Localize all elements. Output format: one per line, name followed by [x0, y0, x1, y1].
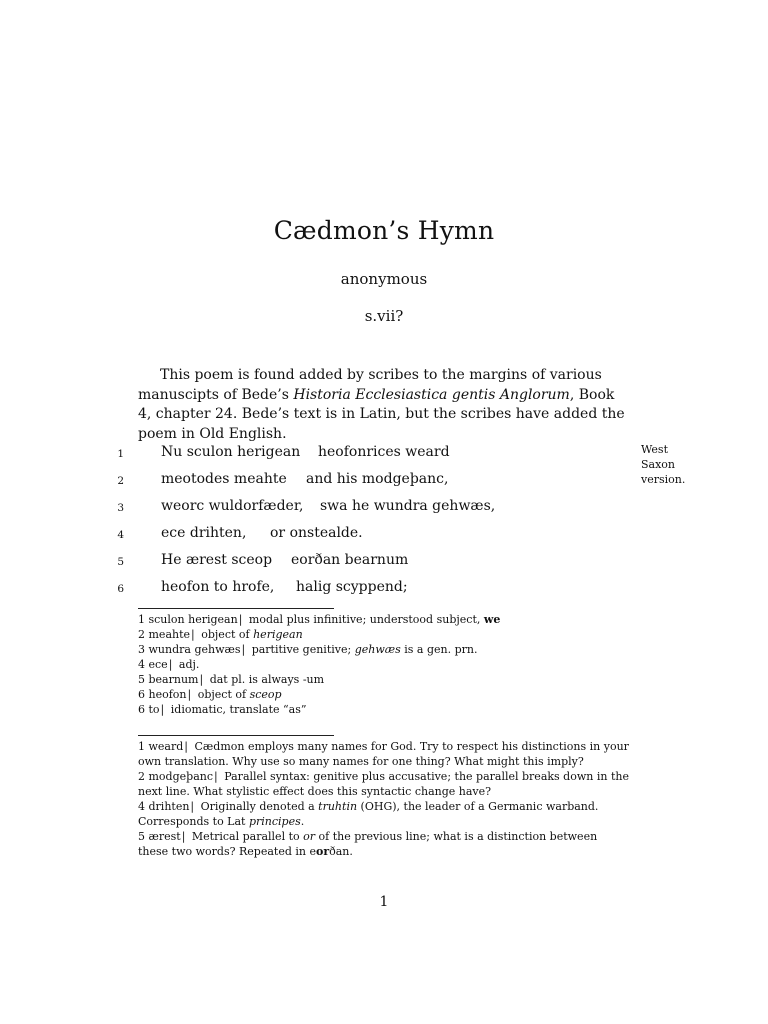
- note-text: Parallel syntax: genitive plus accusative; the parallel breaks down in the next line. What stylistic effect does this syntactic change have?: [138, 770, 629, 798]
- author: anonymous: [340, 270, 428, 288]
- commentary-note: 5 ærest| Metrical parallel to or of the previous line; what is a distinction between these two words? Repeated in eorðan.: [138, 830, 598, 858]
- line-number: 2: [117, 475, 124, 487]
- intro-paragraph: [138, 366, 630, 444]
- a-verse: ece drihten,: [161, 525, 247, 541]
- note-italic-text: principes: [248, 815, 301, 828]
- note-line-number: 5: [138, 830, 145, 843]
- note-lemma: meahte: [148, 628, 191, 641]
- line-number: 6: [117, 583, 124, 595]
- note-italic-text: herigean: [253, 628, 303, 641]
- a-verse: meotodes meahte: [161, 471, 287, 487]
- b-verse: and his modgeþanc,: [306, 471, 449, 487]
- gloss-note: 4 ece| adj.: [138, 658, 200, 671]
- line-number: 4: [117, 529, 124, 541]
- note-bold-text: or: [315, 845, 330, 858]
- gloss-note: 6 to| idiomatic, translate “as”: [138, 703, 307, 716]
- poem-line: [0, 552, 768, 572]
- note-text: idiomatic, translate “as”: [170, 703, 307, 716]
- note-italic-text: truhtin: [318, 800, 358, 813]
- line-number: 5: [117, 556, 124, 568]
- date: s.vii?: [364, 307, 404, 325]
- note-lemma: ece: [148, 658, 168, 671]
- page-number: 1: [379, 894, 389, 910]
- note-text: partitive genitive;: [251, 643, 355, 656]
- margin-note: West Saxon version.: [641, 443, 686, 486]
- note-bold-text: we: [483, 613, 501, 626]
- note-line-number: 4: [138, 800, 145, 813]
- note-italic-text: gehwæs: [354, 643, 401, 656]
- note-line-number: 1: [138, 740, 145, 753]
- a-verse: heofon to hrofe,: [161, 579, 275, 595]
- note-text: object of: [197, 688, 250, 701]
- note-lemma: wundra gehwæs: [148, 643, 241, 656]
- note-italic-text: or: [303, 830, 316, 843]
- note-text: Cædmon employs many names for God. Try to respect his distinctions in your own translation. Why use so many names for one thing? What might this imply?: [138, 740, 629, 768]
- intro-text-2: , Book 4, chapter 24. Bede’s text is in Latin, but the scribes have added the poem in Old English.: [138, 386, 625, 442]
- note-lemma: sculon herigean: [148, 613, 238, 626]
- note-italic-text: sceop: [249, 688, 282, 701]
- note-text: .: [300, 815, 305, 828]
- note-line-number: 2: [138, 628, 145, 641]
- note-text: Metrical parallel to: [191, 830, 304, 843]
- notes-rule: [138, 735, 334, 736]
- note-line-number: 3: [138, 643, 145, 656]
- b-verse: swa he wundra gehwæs,: [320, 498, 496, 514]
- b-verse: heofonrices weard: [318, 444, 450, 460]
- commentary-note: 1 weard| Cædmon employs many names for God. Try to respect his distinctions in your own translation. Why use so many names for one thing? What might this imply?: [138, 740, 629, 768]
- gloss-note: 3 wundra gehwæs| partitive genitive; gehwæs is a gen. prn.: [138, 643, 478, 656]
- note-lemma: modgeþanc: [148, 770, 213, 783]
- commentary-note: 4 drihten| Originally denoted a truhtin (OHG), the leader of a Germanic warband. Corresponds to Lat principes.: [138, 800, 599, 828]
- line-number: 1: [117, 448, 124, 460]
- note-line-number: 1: [138, 613, 145, 626]
- note-line-number: 2: [138, 770, 145, 783]
- note-lemma: to: [148, 703, 160, 716]
- note-text: object of: [201, 628, 254, 641]
- note-line-number: 5: [138, 673, 145, 686]
- gloss-note: 2 meahte| object of herigean: [138, 628, 303, 641]
- note-lemma: drihten: [148, 800, 190, 813]
- a-verse: He ærest sceop: [161, 552, 273, 568]
- note-text: (OHG), the leader of a Germanic warband. Corresponds to Lat: [138, 800, 599, 828]
- note-lemma: ærest: [148, 830, 181, 843]
- a-verse: weorc wuldorfæder,: [161, 498, 304, 514]
- note-lemma: heofon: [148, 688, 187, 701]
- b-verse: eorðan bearnum: [291, 552, 409, 568]
- note-line-number: 4: [138, 658, 145, 671]
- b-verse: halig scyppend;: [296, 579, 408, 595]
- poem-line: [0, 525, 768, 545]
- gloss-notes: [138, 612, 630, 717]
- note-text: Originally denoted a: [200, 800, 319, 813]
- poem-line: [0, 579, 768, 599]
- note-line-number: 6: [138, 703, 145, 716]
- intro-source-title: Historia Ecclesiastica gentis Anglorum: [293, 386, 570, 403]
- note-text: modal plus infinitive; understood subject,: [248, 613, 484, 626]
- gloss-note: 6 heofon| object of sceop: [138, 688, 282, 701]
- note-lemma: bearnum: [148, 673, 199, 686]
- note-lemma: weard: [148, 740, 184, 753]
- b-verse: or onstealde.: [270, 525, 363, 541]
- commentary-notes: [138, 739, 630, 859]
- note-text: ðan.: [329, 845, 353, 858]
- gloss-note: 5 bearnum| dat pl. is always -um: [138, 673, 325, 686]
- line-number: 3: [117, 502, 124, 514]
- commentary-note: 2 modgeþanc| Parallel syntax: genitive plus accusative; the parallel breaks down in the next line. What stylistic effect does this syntactic change have?: [138, 770, 629, 798]
- page-title: Cædmon’s Hymn: [273, 216, 495, 245]
- note-text: adj.: [178, 658, 200, 671]
- a-verse: Nu sculon herigean: [161, 444, 301, 460]
- note-line-number: 6: [138, 688, 145, 701]
- note-text: of the previous line; what is a distinction between these two words? Repeated in e: [138, 830, 598, 858]
- note-text: is a gen. prn.: [400, 643, 478, 656]
- gloss-note: 1 sculon herigean| modal plus infinitive; understood subject, we: [138, 613, 501, 626]
- poem-line: [0, 498, 768, 518]
- note-text: dat pl. is always -um: [209, 673, 325, 686]
- gloss-rule: [138, 608, 334, 609]
- intro-text-1: This poem is found added by scribes to the margins of various manuscipts of Bede’s: [138, 367, 602, 403]
